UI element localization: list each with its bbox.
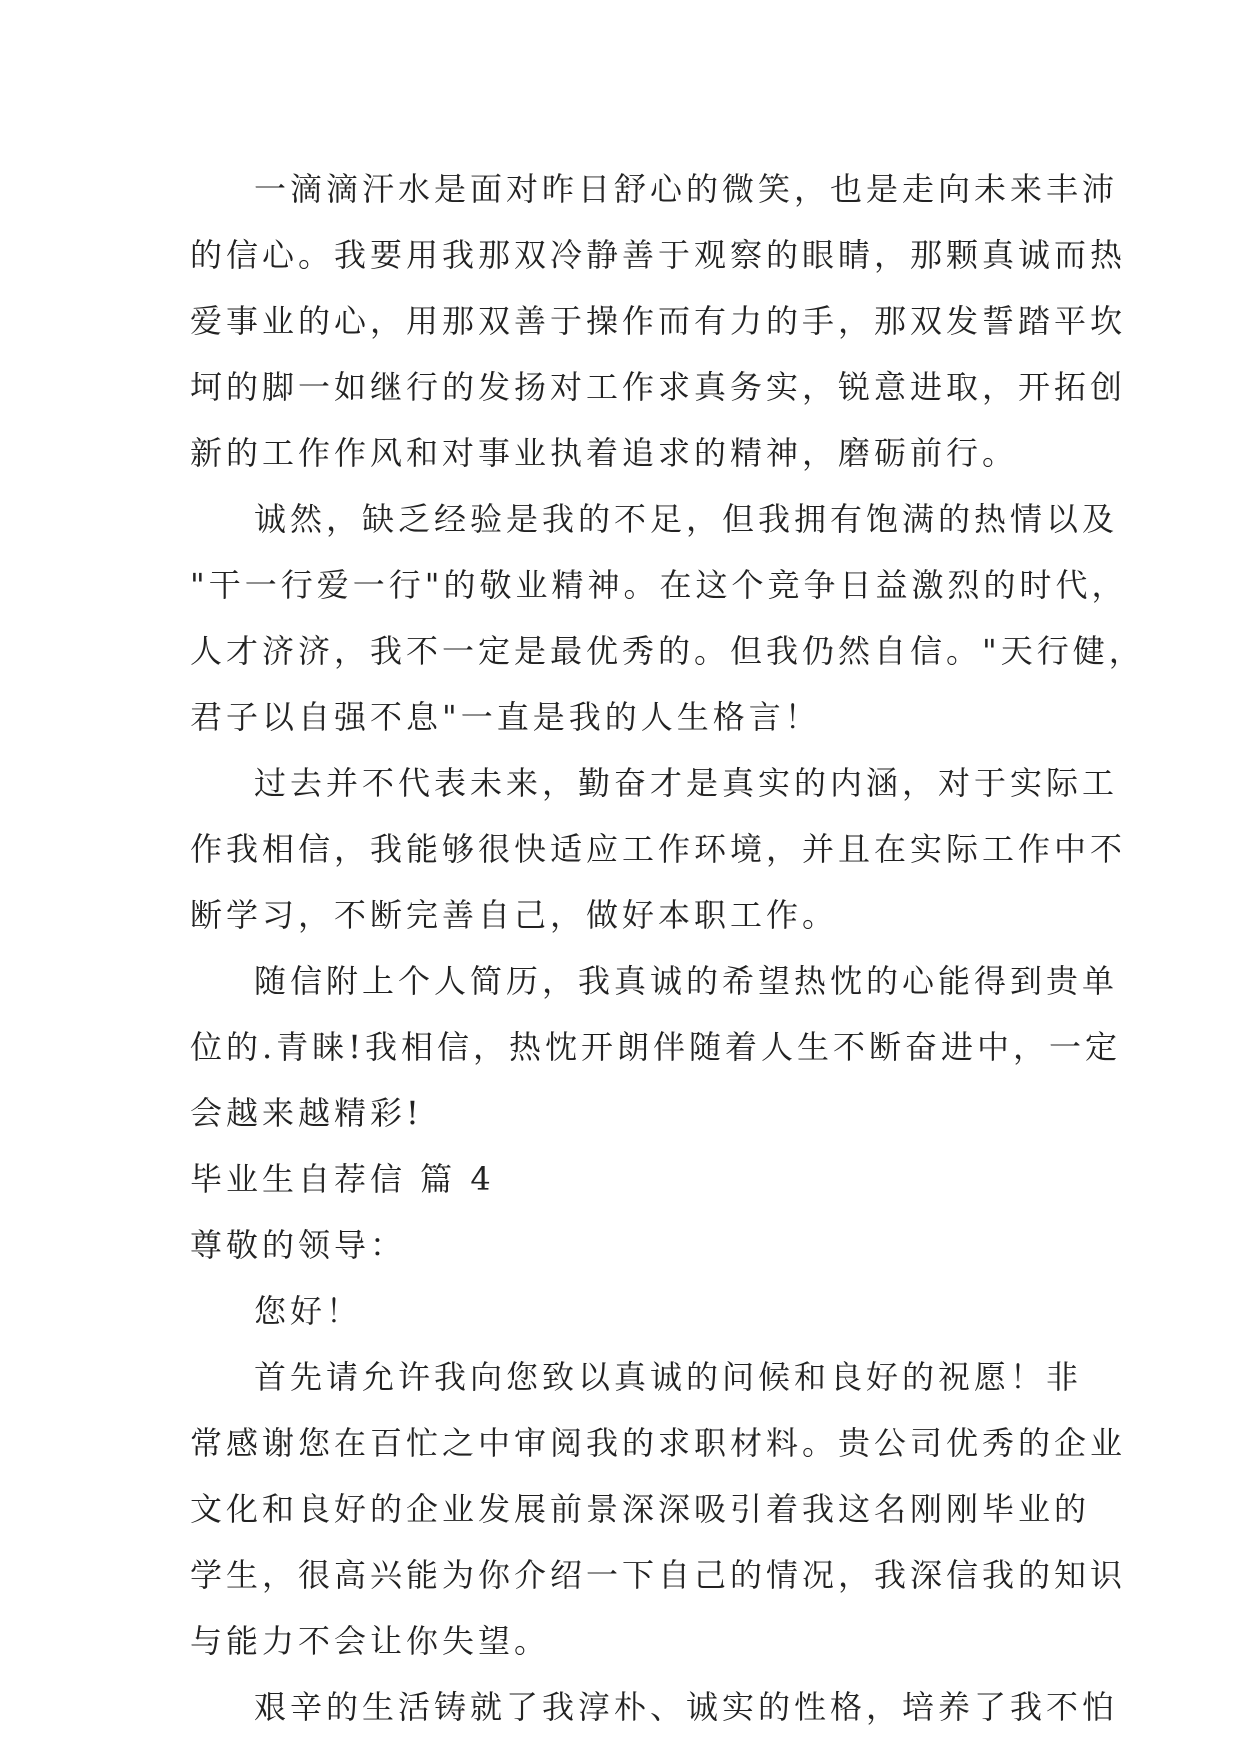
greeting: 您好！ — [254, 1292, 363, 1330]
text-line: 随信附上个人简历，我真诚的希望热忱的心能得到贵单 — [254, 962, 1119, 1000]
text-line: 诚然，缺乏经验是我的不足，但我拥有饱满的热情以及 — [254, 500, 1119, 538]
text-line: 作我相信，我能够很快适应工作环境，并且在实际工作中不 — [190, 830, 1127, 868]
text-line: 断学习，不断完善自己，做好本职工作。 — [190, 896, 839, 934]
text-line: "干一行爱一行"的敬业精神。在这个竞争日益激烈的时代， — [190, 566, 1128, 604]
text-line: 的信心。我要用我那双冷静善于观察的眼睛，那颗真诚而热 — [190, 236, 1127, 274]
text-line: 过去并不代表未来，勤奋才是真实的内涵，对于实际工 — [254, 764, 1119, 802]
text-line: 与能力不会让你失望。 — [190, 1622, 551, 1660]
text-line: 爱事业的心，用那双善于操作而有力的手，那双发誓踏平坎 — [190, 302, 1127, 340]
text-line: 常感谢您在百忙之中审阅我的求职材料。贵公司优秀的企业 — [190, 1424, 1127, 1462]
text-line: 一滴滴汗水是面对昨日舒心的微笑，也是走向未来丰沛 — [254, 170, 1119, 208]
section-heading: 毕业生自荐信 篇 4 — [190, 1160, 495, 1198]
text-line: 人才济济，我不一定是最优秀的。但我仍然自信。"天行健， — [190, 632, 1145, 670]
salutation: 尊敬的领导： — [190, 1226, 407, 1264]
text-line: 艰辛的生活铸就了我淳朴、诚实的性格，培养了我不怕 — [254, 1688, 1119, 1726]
text-line: 新的工作作风和对事业执着追求的精神，磨砺前行。 — [190, 434, 1019, 472]
text-line: 学生，很高兴能为你介绍一下自己的情况，我深信我的知识 — [190, 1556, 1127, 1594]
text-line: 文化和良好的企业发展前景深深吸引着我这名刚刚毕业的 — [190, 1490, 1091, 1528]
text-line: 君子以自强不息"一直是我的人生格言！ — [190, 698, 821, 736]
text-line: 会越来越精彩! — [190, 1094, 423, 1132]
text-line: 位的.青睐!我相信，热忱开朗伴随着人生不断奋进中，一定 — [190, 1028, 1122, 1066]
text-line: 坷的脚一如继行的发扬对工作求真务实，锐意进取，开拓创 — [190, 368, 1127, 406]
document-body — [190, 156, 1145, 1740]
text-line: 首先请允许我向您致以真诚的问候和良好的祝愿！非 — [254, 1358, 1083, 1396]
